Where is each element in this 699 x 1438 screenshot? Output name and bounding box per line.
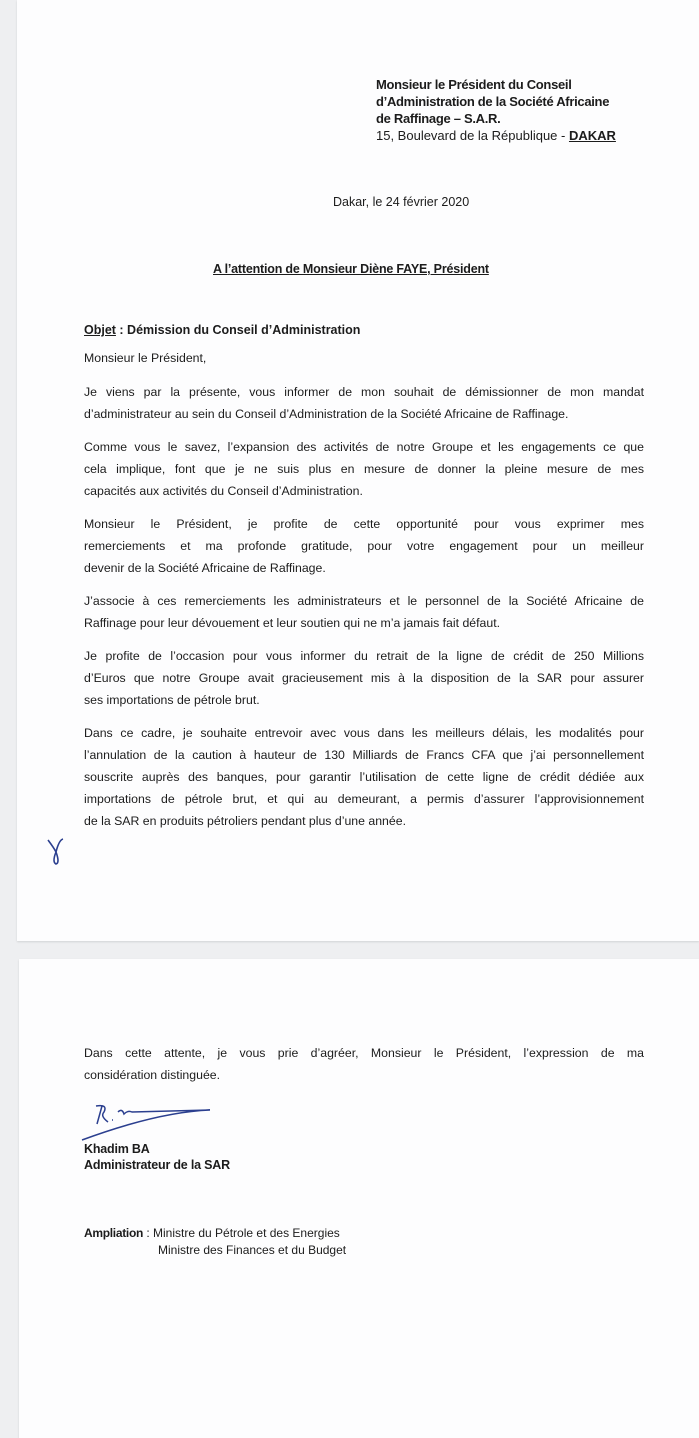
paragraph-line: Monsieur le Président, je profite de cette opportunité pour vous exprimer mes: [84, 517, 644, 531]
closing-block: [84, 1042, 644, 1086]
signatory-name: Khadim BA: [84, 1142, 150, 1156]
recipient-address: [376, 127, 616, 144]
paragraph-line: l’annulation de la caution à hauteur de 130 Milliards de Francs CFA que j’ai personnellement: [84, 748, 644, 762]
paragraph-line: d’Euros que notre Groupe avait gracieusement mis à la disposition de la SAR pour assurer: [84, 671, 644, 685]
address-street: 15, Boulevard de la République -: [376, 128, 569, 143]
paragraph-line: Raffinage pour leur dévouement et leur soutien qui ne m’a jamais fait défaut.: [84, 616, 501, 630]
paragraph-line: J’associe à ces remerciements les administrateurs et le personnel de la Société Africaine de: [84, 594, 644, 608]
ampliation-sep: :: [143, 1226, 154, 1240]
body-paragraph: [84, 436, 644, 502]
salutation: Monsieur le Président,: [84, 351, 207, 365]
body-paragraph: [84, 645, 644, 711]
paragraph-line: d’administrateur au sein du Conseil d’Administration de la Société Africaine de Raffinage.: [84, 407, 569, 421]
signatory-title: Administrateur de la SAR: [84, 1158, 230, 1172]
attention-line: A l’attention de Monsieur Diène FAYE, Président: [213, 262, 489, 276]
paragraph-line: cela implique, font que je ne suis plus en mesure de donner la pleine mesure de mes: [84, 462, 644, 476]
recipient-block: [376, 76, 616, 144]
paragraph-line: souscrite auprès des banques, pour garantir l’utilisation de cette ligne de crédit dédiée aux: [84, 770, 644, 784]
ampliation-recipient: Ministre des Finances et du Budget: [158, 1243, 347, 1257]
subject-label: Objet: [84, 323, 116, 337]
paragraph-line: Dans ce cadre, je souhaite entrevoir avec vous dans les meilleurs délais, les modalités pour: [84, 726, 644, 740]
subject-text: : Démission du Conseil d’Administration: [115, 323, 361, 337]
signatory: [84, 1141, 230, 1173]
body-paragraph: [84, 513, 644, 579]
subject-line: [84, 319, 644, 341]
ampliation-block: [84, 1225, 346, 1259]
body-paragraph: [84, 722, 644, 832]
letter-date: Dakar, le 24 février 2020: [333, 195, 470, 209]
recipient-line: Monsieur le Président du Conseil: [376, 77, 572, 92]
letter-body: [84, 319, 644, 843]
paragraph-line: importations de pétrole brut, et qui au demeurant, a permis d’assurer l’approvisionnement: [84, 792, 644, 806]
ampliation-label: Ampliation: [84, 1226, 143, 1240]
recipient-line: d’Administration de la Société Africaine: [376, 94, 610, 109]
recipient-line: de Raffinage – S.A.R.: [376, 111, 501, 126]
closing-line: Dans cette attente, je vous prie d’agréer, Monsieur le Président, l’expression de ma: [84, 1046, 644, 1060]
closing-line: considération distinguée.: [84, 1068, 221, 1082]
handwritten-mark-icon: [44, 836, 66, 868]
paragraph-line: de la SAR en produits pétroliers pendant plus d’une année.: [84, 814, 406, 828]
body-paragraph: [84, 590, 644, 634]
address-city: DAKAR: [568, 128, 616, 143]
body-paragraph: [84, 381, 644, 425]
ampliation-recipient: Ministre du Pétrole et des Energies: [153, 1226, 340, 1240]
paragraph-line: Je viens par la présente, vous informer de mon souhait de démissionner de mon mandat: [84, 385, 644, 399]
paragraph-line: ses importations de pétrole brut.: [84, 693, 260, 707]
paragraph-line: capacités aux activités du Conseil d’Administration.: [84, 484, 363, 498]
paragraph-line: Comme vous le savez, l’expansion des activités de notre Groupe et les engagements ce que: [84, 440, 644, 454]
signature-icon: [78, 1098, 218, 1144]
paragraph-line: devenir de la Société Africaine de Raffinage.: [84, 561, 326, 575]
paragraph-line: remerciements et ma profonde gratitude, pour votre engagement pour un meilleur: [84, 539, 644, 553]
paragraph-line: Je profite de l’occasion pour vous informer du retrait de la ligne de crédit de 250 Millions: [84, 649, 644, 663]
letter-page-2: [19, 959, 699, 1438]
